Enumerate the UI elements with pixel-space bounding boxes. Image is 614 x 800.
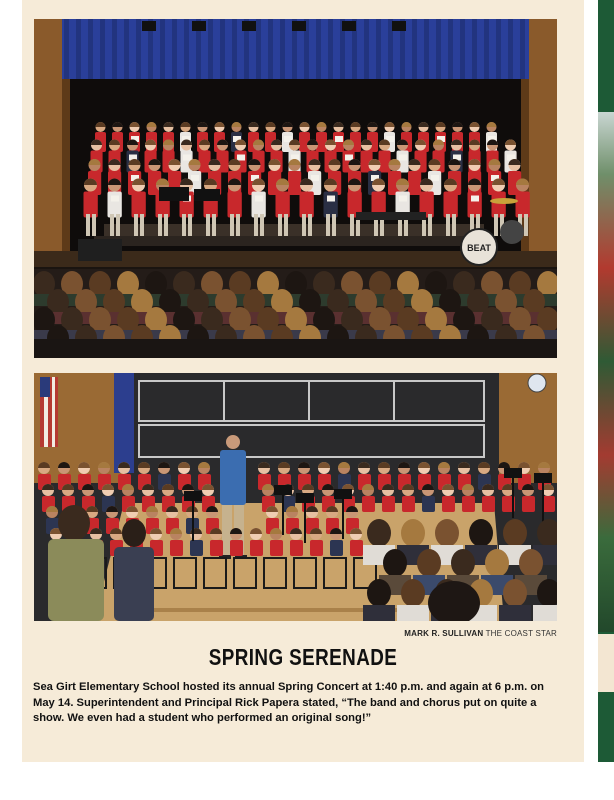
- publication-name: THE COAST STAR: [485, 629, 557, 638]
- adjacent-page-photo: [598, 112, 614, 632]
- article-body: Sea Girt Elementary School hosted its annual Spring Concert at 1:40 p.m. and again at 6 p.m. on May 14. Superintendent and Principal Rick Papera stated, “The band and chorus put on quite a show. We even had a student who performed an original song!”: [33, 681, 545, 724]
- adjacent-page-box: [598, 634, 614, 692]
- band-gym-photo: [34, 373, 557, 621]
- drum-head-text: BEAT: [467, 243, 491, 253]
- photo-credit: [404, 629, 557, 638]
- chorus-stage-photo: [34, 19, 557, 358]
- article-headline: SPRING SERENADE: [208, 644, 398, 670]
- photographer-name: MARK R. SULLIVAN: [404, 629, 484, 638]
